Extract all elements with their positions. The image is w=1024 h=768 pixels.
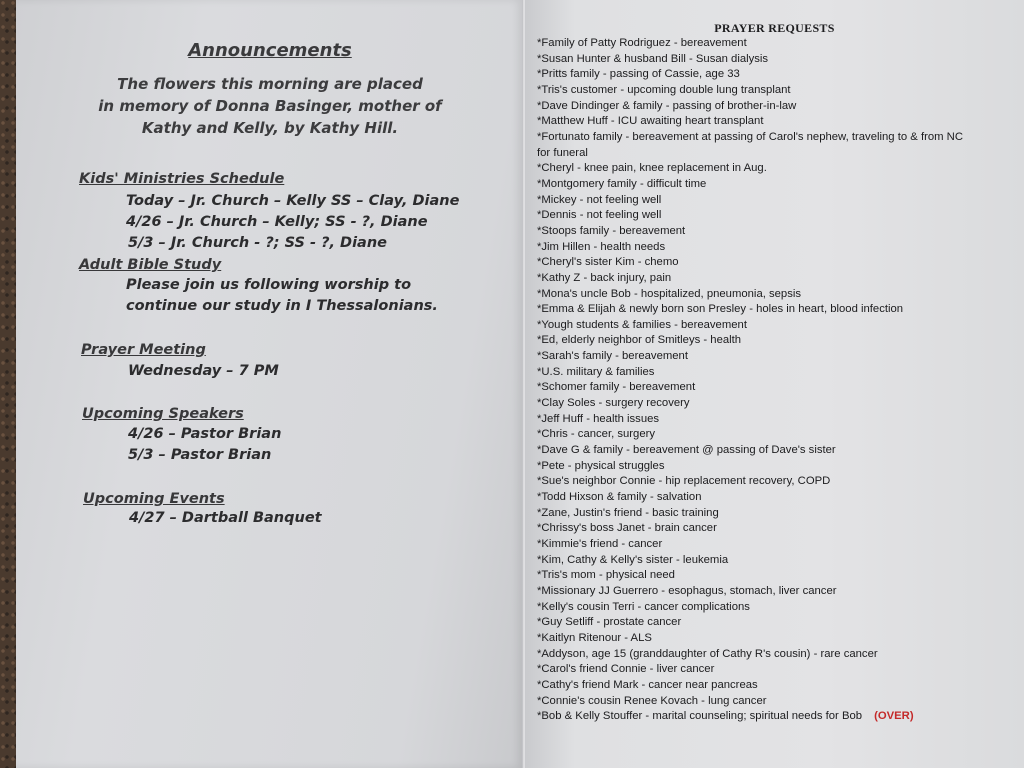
adult-bible-study-line: continue our study in I Thessalonians. bbox=[126, 298, 438, 314]
prayer-request-text: *Kelly's cousin Terri - cancer complications bbox=[537, 600, 750, 613]
adult-bible-study-heading: Adult Bible Study bbox=[79, 257, 222, 273]
prayer-request-item bbox=[537, 631, 1007, 647]
prayer-request-text: *Kimmie's friend - cancer bbox=[537, 538, 663, 550]
prayer-request-item bbox=[537, 396, 1007, 412]
prayer-request-item bbox=[537, 678, 1007, 694]
prayer-request-item bbox=[537, 568, 1007, 584]
prayer-request-item bbox=[537, 224, 1007, 240]
prayer-request-item bbox=[537, 647, 1007, 663]
prayer-request-item bbox=[537, 521, 1007, 537]
prayer-request-text: *Schomer family - bereavement bbox=[537, 381, 696, 394]
prayer-request-text: *Cheryl's sister Kim - chemo bbox=[537, 256, 679, 269]
prayer-request-text: *Guy Setliff - prostate cancer bbox=[537, 616, 682, 629]
prayer-request-item bbox=[537, 255, 1007, 271]
prayer-request-text: *Susan Hunter & husband Bill - Susan dialysis bbox=[537, 52, 769, 65]
prayer-request-text: *Clay Soles - surgery recovery bbox=[537, 397, 690, 410]
kids-ministries-line: 5/3 – Jr. Church - ?; SS - ?, Diane bbox=[128, 235, 387, 251]
prayer-request-text: *Fortunato family - bereavement at passing of Carol's nephew, traveling to & from NC for funeral bbox=[537, 130, 963, 159]
prayer-request-item bbox=[537, 537, 1007, 553]
prayer-request-item bbox=[537, 114, 1007, 130]
prayer-request-item bbox=[537, 193, 1007, 209]
prayer-request-item bbox=[537, 99, 1007, 115]
prayer-request-text: *Matthew Huff - ICU awaiting heart transplant bbox=[537, 115, 764, 128]
prayer-request-text: *Dennis - not feeling well bbox=[537, 209, 662, 222]
flowers-line: Kathy and Kelly, by Kathy Hill. bbox=[141, 119, 399, 137]
kids-ministries-line: Today – Jr. Church – Kelly SS – Clay, Diane bbox=[126, 193, 460, 209]
prayer-request-item bbox=[537, 694, 1007, 710]
upcoming-speakers-line: 5/3 – Pastor Brian bbox=[128, 447, 272, 463]
prayer-request-text: *Connie's cousin Renee Kovach - lung cancer bbox=[537, 694, 767, 707]
prayer-request-text: *Carol's friend Connie - liver cancer bbox=[537, 663, 715, 676]
bulletin-left-page bbox=[16, 0, 524, 768]
prayer-request-item bbox=[537, 83, 1007, 99]
prayer-request-text: *Chris - cancer, surgery bbox=[537, 428, 656, 441]
prayer-request-text: *Emma & Elijah & newly born son Presley - holes in heart, blood infection bbox=[537, 303, 904, 316]
prayer-request-text: *Sarah's family - bereavement bbox=[537, 350, 688, 363]
prayer-request-item bbox=[537, 459, 1007, 475]
prayer-request-text: *Kim, Cathy & Kelly's sister - leukemia bbox=[537, 553, 729, 566]
prayer-request-text: *Missionary JJ Guerrero - esophagus, stomach, liver cancer bbox=[537, 584, 837, 597]
prayer-request-text: *Stoops family - bereavement bbox=[537, 224, 686, 237]
prayer-request-text: *Bob & Kelly Stouffer - marital counseling; spiritual needs for Bob bbox=[537, 710, 863, 723]
prayer-request-item bbox=[537, 52, 1007, 68]
prayer-request-text: *Kathy Z - back injury, pain bbox=[537, 271, 672, 284]
prayer-request-text: *Cathy's friend Mark - cancer near pancreas bbox=[537, 678, 758, 691]
prayer-request-text: *Dave G & family - bereavement @ passing of Dave's sister bbox=[537, 444, 836, 457]
prayer-request-item bbox=[537, 427, 1007, 443]
prayer-request-text: *Cheryl - knee pain, knee replacement in Aug. bbox=[537, 162, 767, 175]
kids-ministries-heading: Kids' Ministries Schedule bbox=[79, 171, 285, 187]
bulletin-right-page bbox=[525, 0, 1024, 768]
prayer-request-item bbox=[537, 615, 1007, 631]
prayer-request-item bbox=[537, 490, 1007, 506]
prayer-request-text: *Addyson, age 15 (granddaughter of Cathy R's cousin) - rare cancer bbox=[537, 647, 878, 660]
flowers-note bbox=[16, 73, 524, 139]
prayer-request-text: *Mickey - not feeling well bbox=[537, 193, 662, 206]
prayer-meeting-line: Wednesday – 7 PM bbox=[128, 363, 279, 379]
prayer-request-text: *Chrissy's boss Janet - brain cancer bbox=[537, 522, 717, 535]
upcoming-speakers-heading: Upcoming Speakers bbox=[82, 406, 244, 422]
prayer-request-text: *Montgomery family - difficult time bbox=[537, 177, 707, 190]
prayer-request-text: *Yough students & families - bereavement bbox=[537, 318, 747, 331]
prayer-request-item bbox=[537, 130, 977, 161]
prayer-request-text: *Family of Patty Rodriguez - bereavement bbox=[537, 37, 747, 49]
prayer-request-text: *Sue's neighbor Connie - hip replacement recovery, COPD bbox=[537, 475, 831, 488]
prayer-request-item bbox=[537, 349, 1007, 365]
prayer-request-text: *Ed, elderly neighbor of Smitleys - health bbox=[537, 334, 742, 347]
prayer-request-text: *Tris's mom - physical need bbox=[537, 569, 675, 582]
prayer-request-item bbox=[537, 302, 1007, 318]
prayer-request-item bbox=[537, 318, 1007, 334]
prayer-request-item bbox=[537, 709, 1007, 725]
over-label: (OVER) bbox=[874, 710, 914, 723]
prayer-request-item bbox=[537, 161, 1007, 177]
prayer-requests-list bbox=[537, 36, 1007, 725]
prayer-request-text: *Zane, Justin's friend - basic training bbox=[537, 506, 719, 519]
prayer-request-item bbox=[537, 67, 1007, 83]
prayer-request-text: *U.S. military & families bbox=[537, 365, 655, 378]
prayer-request-text: *Jeff Huff - health issues bbox=[537, 412, 660, 425]
kids-ministries-line: 4/26 – Jr. Church – Kelly; SS - ?, Diane bbox=[126, 214, 428, 230]
prayer-request-item bbox=[537, 443, 1007, 459]
prayer-request-item bbox=[537, 412, 1007, 428]
upcoming-speakers-line: 4/26 – Pastor Brian bbox=[128, 426, 282, 442]
prayer-request-text: *Jim Hillen - health needs bbox=[537, 240, 666, 253]
prayer-request-text: *Mona's uncle Bob - hospitalized, pneumonia, sepsis bbox=[537, 287, 802, 300]
prayer-request-item bbox=[537, 271, 1007, 287]
prayer-request-text: *Pete - physical struggles bbox=[537, 459, 665, 472]
prayer-request-item bbox=[537, 36, 1007, 52]
prayer-request-text: *Kaitlyn Ritenour - ALS bbox=[537, 631, 652, 644]
prayer-request-item bbox=[537, 208, 1007, 224]
prayer-request-item bbox=[537, 380, 1007, 396]
prayer-request-text: *Tris's customer - upcoming double lung transplant bbox=[537, 83, 791, 96]
upcoming-events-heading: Upcoming Events bbox=[83, 491, 225, 507]
prayer-request-item bbox=[537, 506, 1007, 522]
prayer-request-item bbox=[537, 240, 1007, 256]
upcoming-events-line: 4/27 – Dartball Banquet bbox=[129, 510, 322, 526]
prayer-request-item bbox=[537, 584, 1007, 600]
prayer-request-text: *Pritts family - passing of Cassie, age 33 bbox=[537, 68, 740, 81]
prayer-request-text: *Dave Dindinger & family - passing of brother-in-law bbox=[537, 99, 797, 112]
flowers-line: in memory of Donna Basinger, mother of bbox=[98, 97, 442, 115]
prayer-request-item bbox=[537, 287, 1007, 303]
prayer-request-item bbox=[537, 600, 1007, 616]
adult-bible-study-line: Please join us following worship to bbox=[126, 277, 412, 293]
prayer-request-item bbox=[537, 662, 1007, 678]
prayer-request-item bbox=[537, 553, 1007, 569]
prayer-request-item bbox=[537, 177, 1007, 193]
prayer-request-item bbox=[537, 474, 1007, 490]
announcements-title: Announcements bbox=[188, 40, 352, 61]
prayer-request-item bbox=[537, 365, 1007, 381]
prayer-requests-title: PRAYER REQUESTS bbox=[714, 21, 835, 35]
prayer-request-item bbox=[537, 333, 1007, 349]
flowers-line: The flowers this morning are placed bbox=[117, 75, 423, 93]
prayer-meeting-heading: Prayer Meeting bbox=[81, 342, 206, 358]
prayer-request-text: *Todd Hixson & family - salvation bbox=[537, 491, 702, 504]
